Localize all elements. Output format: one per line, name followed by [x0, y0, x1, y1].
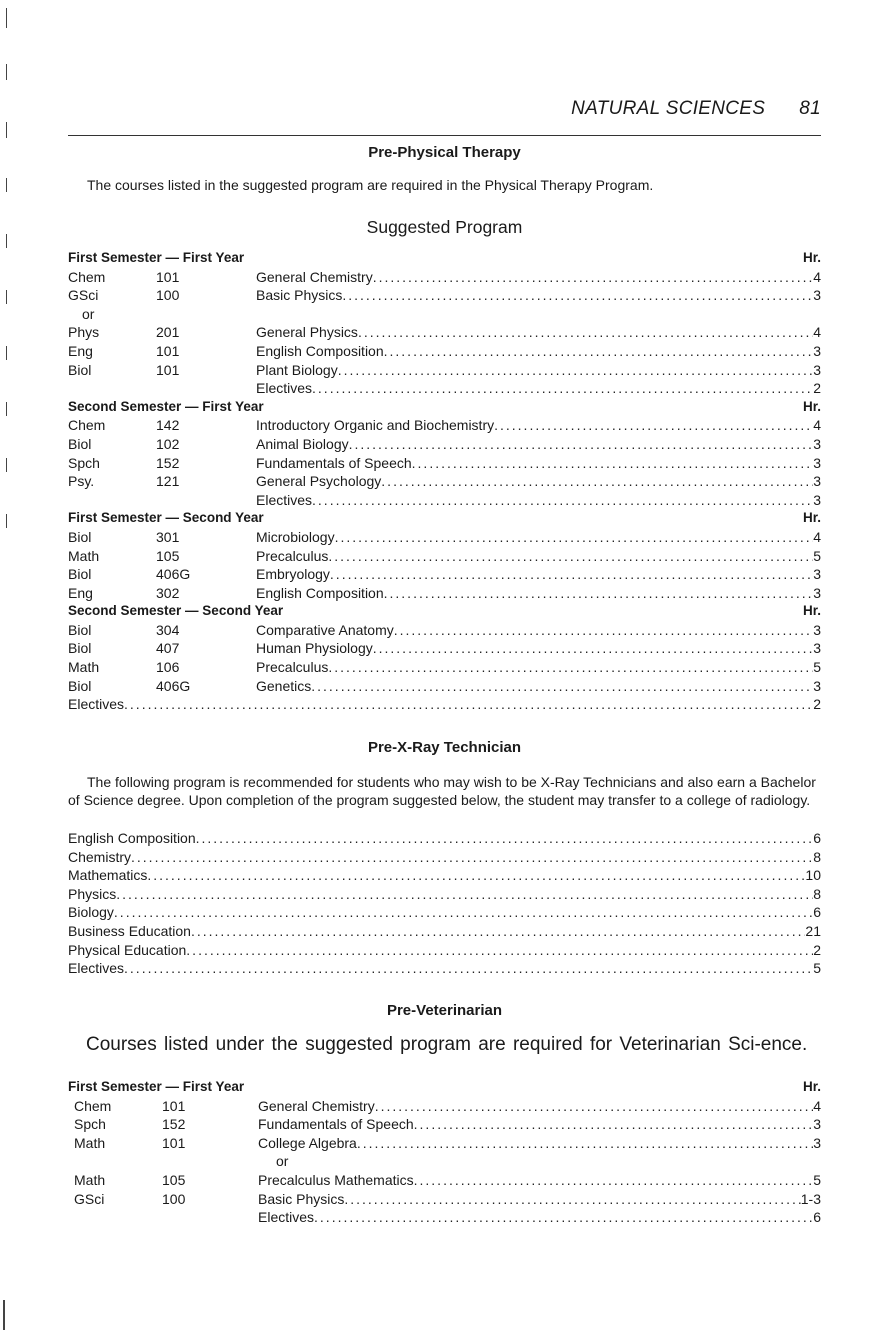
course-number: 100	[156, 287, 180, 304]
hours-column-label: Hr.	[802, 250, 821, 265]
course-leader	[256, 547, 821, 566]
course-name: Business Education	[68, 922, 191, 939]
course-leader	[256, 528, 821, 547]
course-row	[68, 1190, 821, 1209]
course-row	[68, 885, 821, 904]
course-row	[68, 528, 821, 547]
course-name: Physics	[68, 885, 117, 902]
course-hours: 3	[813, 1134, 821, 1151]
course-dept: GSci	[68, 287, 99, 304]
course-hours: 3	[813, 677, 821, 694]
course-name: Chemistry	[68, 848, 132, 865]
dot-leader	[349, 435, 814, 454]
dot-leader	[344, 1190, 800, 1209]
course-row	[68, 286, 821, 305]
course-name: Animal Biology	[256, 435, 349, 452]
semester-heading	[68, 1078, 821, 1097]
course-row	[68, 565, 821, 584]
dot-leader	[124, 959, 813, 978]
course-row	[68, 903, 821, 922]
dot-leader	[335, 528, 814, 547]
course-name: Electives	[68, 696, 125, 713]
course-dept: Chem	[74, 1097, 112, 1114]
course-dept: Psy.	[68, 473, 95, 490]
course-hours: 2	[813, 696, 821, 713]
course-dept: Biol	[68, 361, 92, 378]
course-hours: 10	[805, 867, 821, 884]
course-leader	[68, 903, 821, 922]
dot-leader	[186, 941, 813, 960]
course-number: 101	[162, 1097, 186, 1114]
course-number: 142	[156, 417, 180, 434]
course-hours: 3	[813, 361, 821, 378]
semester-label: Second Semester — Second Year	[68, 603, 284, 619]
course-dept: Spch	[68, 454, 100, 471]
course-hours: 3	[813, 435, 821, 452]
course-name: English Composition	[256, 584, 384, 601]
course-row	[68, 547, 821, 566]
dot-leader	[494, 416, 813, 435]
semester-label: First Semester — First Year	[68, 250, 245, 265]
course-leader	[258, 1134, 821, 1153]
course-number: 407	[156, 640, 180, 657]
course-name: Microbiology	[256, 528, 335, 545]
course-leader	[258, 1190, 821, 1209]
course-row	[68, 829, 821, 848]
dot-leader	[384, 584, 814, 603]
dot-leader	[412, 454, 814, 473]
course-leader	[256, 565, 821, 584]
course-row	[68, 454, 821, 473]
course-leader	[68, 848, 821, 867]
course-row	[68, 268, 821, 287]
binding-mark	[6, 514, 7, 528]
course-dept: Eng	[68, 584, 93, 601]
course-dept: Chem	[68, 417, 106, 434]
course-row	[68, 416, 821, 435]
dot-leader	[414, 1171, 814, 1190]
semester-heading	[68, 602, 821, 621]
course-number: 101	[156, 342, 180, 359]
course-hours: 4	[813, 268, 821, 285]
course-dept: Biol	[68, 528, 92, 545]
course-name: Plant Biology	[256, 361, 338, 378]
course-hours: 2	[813, 941, 821, 958]
course-number: 302	[156, 584, 180, 601]
course-name: Electives	[258, 1209, 315, 1226]
course-dept: Biol	[68, 566, 92, 583]
course-name: English Composition	[256, 342, 384, 359]
dot-leader	[384, 342, 814, 361]
course-leader	[68, 941, 821, 960]
course-name: Basic Physics	[256, 287, 343, 304]
dot-leader	[196, 829, 814, 848]
binding-mark	[6, 402, 7, 416]
course-leader	[68, 922, 821, 941]
course-leader	[256, 491, 821, 510]
course-leader	[256, 286, 821, 305]
suggested-program-heading: Suggested Program	[366, 217, 523, 237]
course-leader	[256, 416, 821, 435]
course-number: 100	[162, 1190, 186, 1207]
or-text: or	[276, 1153, 289, 1170]
dot-leader	[191, 922, 805, 941]
dot-leader	[328, 547, 813, 566]
course-name: Introductory Organic and Biochemistry	[256, 417, 495, 434]
course-hours: 3	[813, 454, 821, 471]
course-number: 406G	[156, 566, 191, 583]
course-dept: Math	[68, 547, 100, 564]
section-title-pre-xray-technician: Pre-X-Ray Technician	[367, 739, 522, 756]
course-dept: Chem	[68, 268, 106, 285]
dot-leader	[358, 323, 813, 342]
header-rule	[68, 135, 821, 136]
course-name: Fundamentals of Speech	[256, 454, 412, 471]
binding-mark	[6, 8, 7, 28]
course-leader	[256, 639, 821, 658]
course-name: College Algebra	[258, 1134, 357, 1151]
course-leader	[258, 1208, 821, 1227]
course-row	[68, 695, 821, 714]
course-name: Comparative Anatomy	[256, 621, 394, 638]
course-hours: 3	[813, 621, 821, 638]
course-hours: 6	[813, 830, 821, 846]
course-dept: Spch	[74, 1116, 106, 1133]
dot-leader	[357, 1134, 813, 1153]
course-dept: Eng	[68, 342, 93, 359]
course-row	[68, 1097, 821, 1116]
course-hours: 2	[813, 380, 821, 397]
course-name: Mathematics	[68, 867, 148, 884]
running-head	[571, 98, 821, 120]
course-number: 121	[156, 473, 180, 490]
course-name: Human Physiology	[256, 640, 373, 657]
course-row	[68, 922, 821, 941]
course-name: Embryology	[256, 566, 330, 583]
course-row	[68, 491, 821, 510]
binding-mark	[6, 290, 7, 304]
course-name: Precalculus Mathematics	[258, 1171, 414, 1188]
course-hours: 4	[813, 324, 821, 341]
course-number: 152	[156, 454, 180, 471]
dot-leader	[311, 677, 813, 696]
course-leader	[68, 885, 821, 904]
binding-mark	[6, 458, 7, 472]
course-hours: 3	[813, 342, 821, 359]
course-row	[68, 435, 821, 454]
section-title-pre-physical-therapy: Pre-Physical Therapy	[368, 144, 521, 161]
course-hours: 3	[813, 491, 821, 508]
course-leader	[256, 379, 821, 398]
course-name: Fundamentals of Speech	[258, 1116, 414, 1133]
course-hours: 3	[813, 566, 821, 583]
course-hours: 3	[813, 1116, 821, 1133]
dot-leader	[312, 491, 813, 510]
course-name: Electives	[68, 960, 125, 977]
or-row	[68, 305, 821, 324]
course-leader	[256, 435, 821, 454]
dot-leader	[312, 379, 813, 398]
course-leader	[256, 454, 821, 473]
dot-leader	[375, 1097, 814, 1116]
course-hours: 5	[813, 547, 821, 564]
dot-leader	[114, 903, 813, 922]
semester-label: Second Semester — First Year	[68, 398, 264, 414]
course-number: 201	[156, 324, 180, 341]
course-row	[68, 361, 821, 380]
course-hours: 4	[813, 417, 821, 434]
binding-mark	[3, 1300, 5, 1330]
dot-leader	[342, 286, 813, 305]
course-leader	[256, 323, 821, 342]
course-hours: 6	[813, 904, 821, 921]
course-row	[68, 959, 821, 978]
course-number: 304	[156, 621, 180, 638]
dot-leader	[373, 268, 814, 287]
course-dept: GSci	[74, 1190, 105, 1207]
course-row	[68, 1171, 821, 1190]
course-dept: Math	[74, 1134, 106, 1151]
course-hours: 3	[813, 287, 821, 304]
course-name: Electives	[256, 380, 313, 397]
course-number: 102	[156, 435, 180, 452]
section-title-pre-veterinarian: Pre-Veterinarian	[386, 1002, 503, 1019]
dot-leader	[124, 695, 813, 714]
course-number: 301	[156, 528, 180, 545]
course-row	[68, 584, 821, 603]
course-name: General Psychology	[256, 473, 382, 490]
course-hours: 3	[813, 640, 821, 657]
dot-leader	[414, 1115, 814, 1134]
course-leader	[256, 621, 821, 640]
course-row	[68, 658, 821, 677]
hours-column-label: Hr.	[802, 510, 821, 526]
course-row	[68, 866, 821, 885]
dot-leader	[147, 866, 805, 885]
course-number: 406G	[156, 677, 191, 694]
hours-column-label: Hr.	[802, 398, 821, 414]
page-number: 81	[799, 98, 821, 119]
hours-column-label: Hr.	[802, 603, 821, 619]
running-title: NATURAL SCIENCES	[571, 98, 766, 119]
course-row	[68, 1208, 821, 1227]
course-dept: Biol	[68, 435, 92, 452]
course-number: 101	[156, 268, 180, 285]
course-number: 152	[162, 1116, 186, 1133]
semester-label: First Semester — Second Year	[68, 510, 264, 526]
binding-mark	[6, 64, 7, 80]
course-hours: 3	[813, 473, 821, 490]
course-hours: 4	[813, 1097, 821, 1114]
semester-heading	[68, 509, 821, 528]
course-row	[68, 639, 821, 658]
course-row	[68, 323, 821, 342]
vet-intro: Courses listed under the suggested program are required for Veterinarian Sci-ence.	[86, 1034, 808, 1055]
dot-leader	[131, 848, 813, 867]
xray-course-list	[68, 829, 821, 978]
course-dept: Biol	[68, 677, 92, 694]
course-number: 105	[156, 547, 180, 564]
course-name: General Physics	[256, 324, 358, 341]
pt-course-table	[68, 249, 821, 714]
course-name: Genetics	[256, 677, 312, 694]
course-leader	[256, 658, 821, 677]
course-leader	[256, 584, 821, 603]
dot-leader	[330, 565, 813, 584]
course-row	[68, 342, 821, 361]
course-dept: Phys	[68, 324, 100, 341]
course-number: 101	[156, 361, 180, 378]
binding-mark	[6, 178, 7, 192]
dot-leader	[373, 639, 813, 658]
course-dept: Math	[74, 1171, 106, 1188]
course-leader	[68, 959, 821, 978]
course-number: 101	[162, 1134, 186, 1151]
course-hours: 21	[805, 922, 821, 939]
xray-intro: The following program is recommended for students who may wish to be X-Ray Technicians and also earn a Bachelor of Science degree. Upon completion of the program suggested below, the student may transfer to a college of radiology.	[68, 774, 816, 808]
semester-heading	[68, 398, 821, 417]
course-leader	[256, 268, 821, 287]
course-leader	[68, 695, 821, 714]
course-hours: 6	[813, 1209, 821, 1226]
course-row	[68, 941, 821, 960]
course-hours: 4	[813, 528, 821, 545]
binding-mark	[6, 346, 7, 360]
course-leader	[68, 829, 821, 848]
course-row	[68, 379, 821, 398]
course-number: 105	[162, 1171, 186, 1188]
course-hours: 5	[813, 960, 821, 977]
course-name: Physical Education	[68, 941, 187, 958]
course-hours: 5	[813, 659, 821, 676]
course-leader	[256, 361, 821, 380]
hours-column-label: Hr.	[802, 1079, 821, 1094]
course-name: Basic Physics	[258, 1190, 345, 1207]
course-name: English Composition	[68, 830, 196, 846]
dot-leader	[328, 658, 813, 677]
course-hours: 3	[813, 584, 821, 601]
dot-leader	[394, 621, 813, 640]
course-name: General Chemistry	[258, 1097, 375, 1114]
course-leader	[256, 342, 821, 361]
or-row	[68, 1152, 821, 1171]
course-name: Biology	[68, 904, 114, 921]
course-name: Precalculus	[256, 547, 329, 564]
course-leader	[68, 866, 821, 885]
course-leader	[256, 677, 821, 696]
course-hours: 5	[813, 1171, 821, 1188]
course-leader	[258, 1115, 821, 1134]
course-dept: Biol	[68, 621, 92, 638]
course-leader	[258, 1097, 821, 1116]
course-hours: 8	[813, 885, 821, 902]
course-row	[68, 848, 821, 867]
course-hours: 8	[813, 848, 821, 865]
course-name: Electives	[256, 491, 313, 508]
or-text: or	[82, 305, 95, 322]
dot-leader	[338, 361, 813, 380]
binding-mark	[6, 122, 7, 138]
course-row	[68, 472, 821, 491]
course-dept: Biol	[68, 640, 92, 657]
semester-heading	[68, 249, 821, 268]
dot-leader	[381, 472, 813, 491]
course-row	[68, 1115, 821, 1134]
course-row	[68, 621, 821, 640]
semester-label: First Semester — First Year	[68, 1079, 245, 1094]
course-row	[68, 677, 821, 696]
pt-intro: The courses listed in the suggested program are required in the Physical Therapy Program.	[87, 177, 654, 193]
course-leader	[256, 472, 821, 491]
dot-leader	[314, 1208, 813, 1227]
binding-mark	[6, 234, 7, 248]
dot-leader	[116, 885, 813, 904]
course-number: 106	[156, 659, 180, 676]
course-name: General Chemistry	[256, 268, 373, 285]
vet-course-table	[68, 1078, 821, 1227]
course-row	[68, 1134, 821, 1153]
course-leader	[258, 1171, 821, 1190]
course-dept: Math	[68, 659, 100, 676]
course-name: Precalculus	[256, 659, 329, 676]
course-hours: 1-3	[800, 1190, 821, 1207]
